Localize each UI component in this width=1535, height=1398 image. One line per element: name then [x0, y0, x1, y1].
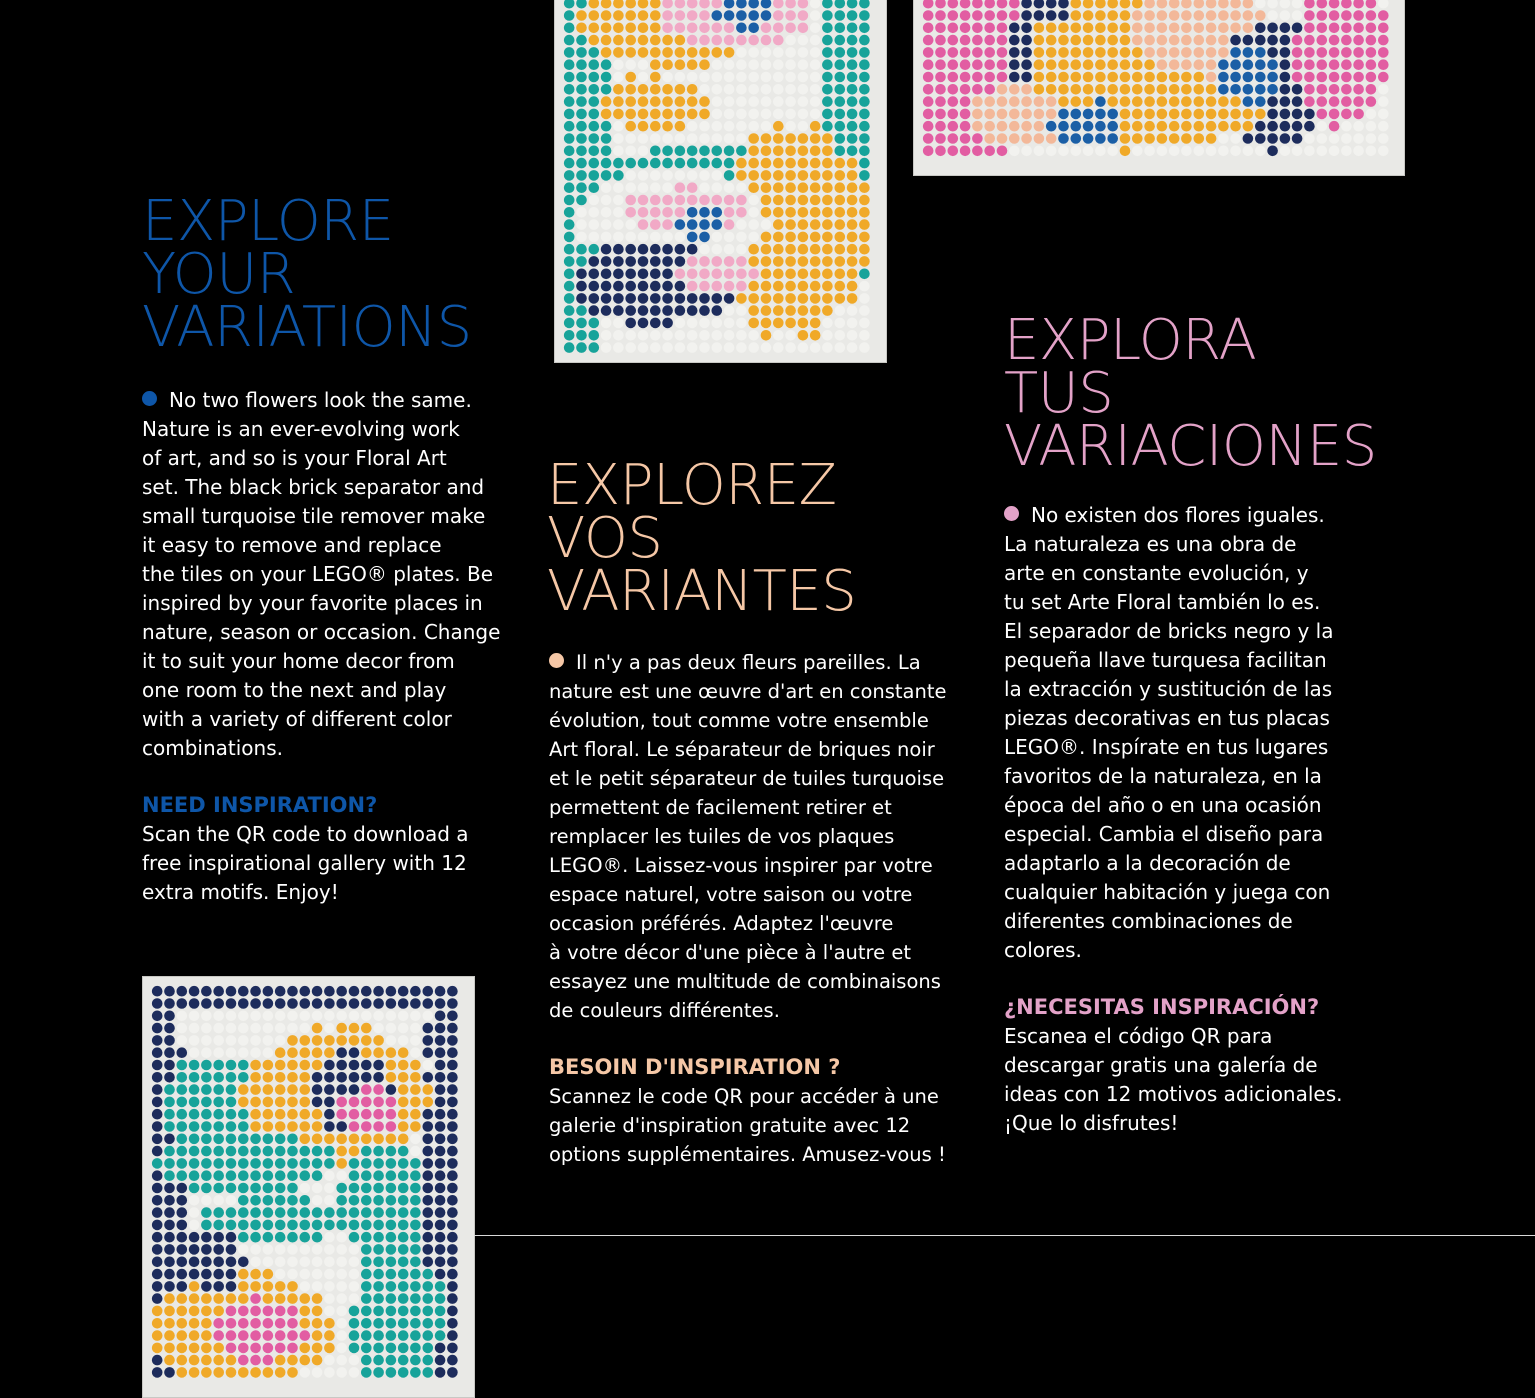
body-line: the tiles on your LEGO® plates. Be [142, 562, 494, 586]
body-line: arte en constante evolución, y [1004, 561, 1309, 585]
mosaic-plate-bottom-left [142, 976, 475, 1398]
heading-line: VARIANTES [547, 559, 857, 624]
spanish-heading [1004, 308, 1377, 479]
body-line: colores. [1004, 938, 1082, 962]
body-line: à votre décor d'une pièce à l'autre et [549, 941, 911, 964]
body-line: nature est une œuvre d'art en constante [549, 680, 947, 703]
english-section [142, 189, 502, 907]
body-line: Art floral. Le séparateur de briques noir [549, 738, 935, 761]
body-line: évolution, tout comme votre ensemble [549, 709, 929, 732]
spanish-section [1004, 308, 1377, 1138]
english-qr-text [142, 820, 502, 907]
heading-line: VOS [547, 506, 663, 571]
heading-line: EXPLORE [142, 189, 394, 254]
body-line: Il n'y a pas deux fleurs pareilles. La [576, 651, 921, 674]
mosaic-plate-top-right [913, 0, 1405, 176]
body-line: inspired by your favorite places in [142, 591, 483, 615]
bullet-dot [142, 391, 157, 406]
body-line: Scan the QR code to download a [142, 822, 469, 846]
body-line: galerie d'inspiration gratuite avec 12 [549, 1114, 911, 1137]
body-line: LEGO®. Inspírate en tus lugares [1004, 735, 1329, 759]
body-line: it easy to remove and replace [142, 533, 442, 557]
body-line: et le petit séparateur de tuiles turquoise [549, 767, 945, 790]
bullet-dot [1004, 506, 1019, 521]
body-line: piezas decorativas en tus placas [1004, 706, 1330, 730]
body-line: favoritos de la naturaleza, en la [1004, 764, 1322, 788]
body-line: set. The black brick separator and [142, 475, 485, 499]
body-line: remplacer les tuiles de vos plaques [549, 825, 895, 848]
body-line: essayez une multitude de combinaisons [549, 970, 941, 993]
body-line: with a variety of different color [142, 707, 452, 731]
body-line: adaptarlo a la decoración de [1004, 851, 1291, 875]
body-line: small turquoise tile remover make [142, 504, 486, 528]
english-heading [142, 189, 502, 360]
body-line: espace naturel, votre saison ou votre [549, 883, 913, 906]
mosaic-image [922, 0, 1396, 167]
body-line: free inspirational gallery with 12 [142, 851, 467, 875]
heading-line: VARIACIONES [1004, 414, 1377, 479]
heading-line: VARIATIONS [142, 295, 472, 360]
french-section [547, 453, 967, 1169]
body-line: No existen dos flores iguales. [1031, 503, 1325, 527]
body-line: nature, season or occasion. Change [142, 620, 501, 644]
mosaic-plate-top-center [554, 0, 887, 363]
french-qr-text [547, 1082, 967, 1169]
english-subheading: NEED INSPIRATION? [142, 793, 378, 817]
spanish-subheading: ¿NECESITAS INSPIRACIÓN? [1004, 995, 1320, 1019]
body-line: La naturaleza es una obra de [1004, 532, 1297, 556]
body-line: cualquier habitación y juega con [1004, 880, 1331, 904]
body-line: época del año o en una ocasión [1004, 793, 1322, 817]
body-line: extra motifs. Enjoy! [142, 880, 339, 904]
body-line: combinations. [142, 736, 283, 760]
body-line: de couleurs différentes. [549, 999, 780, 1022]
body-line: of art, and so is your Floral Art [142, 446, 447, 470]
heading-line: EXPLORA [1004, 308, 1257, 373]
bullet-dot [549, 653, 564, 668]
body-line: pequeña llave turquesa facilitan [1004, 648, 1327, 672]
heading-line: TUS [1004, 361, 1114, 426]
body-line: Scannez le code QR pour accéder à une [549, 1085, 939, 1108]
french-subheading: BESOIN D'INSPIRATION ? [549, 1055, 841, 1079]
body-line: it to suit your home decor from [142, 649, 455, 673]
english-body [142, 386, 502, 763]
french-body [547, 648, 967, 1025]
body-line: one room to the next and play [142, 678, 447, 702]
body-line: ¡Que lo disfrutes! [1004, 1111, 1179, 1135]
heading-line: YOUR [142, 242, 296, 307]
body-line: LEGO®. Laissez-vous inspirer par votre [549, 854, 933, 877]
body-line: options supplémentaires. Amusez-vous ! [549, 1143, 946, 1166]
body-line: occasion préférés. Adaptez l'œuvre [549, 912, 894, 935]
spanish-body [1004, 501, 1364, 965]
body-line: ideas con 12 motivos adicionales. [1004, 1082, 1343, 1106]
mosaic-image [151, 985, 466, 1389]
body-line: Nature is an ever-evolving work [142, 417, 460, 441]
body-line: descargar gratis una galería de [1004, 1053, 1318, 1077]
divider-line [474, 1235, 1535, 1236]
body-line: especial. Cambia el diseño para [1004, 822, 1324, 846]
french-heading [547, 453, 967, 624]
body-line: No two flowers look the same. [169, 388, 472, 412]
spanish-qr-text [1004, 1022, 1364, 1138]
body-line: diferentes combinaciones de [1004, 909, 1293, 933]
body-line: Escanea el código QR para [1004, 1024, 1273, 1048]
mosaic-image [563, 0, 878, 354]
heading-line: EXPLOREZ [547, 453, 837, 518]
body-line: El separador de bricks negro y la [1004, 619, 1334, 643]
body-line: tu set Arte Floral también lo es. [1004, 590, 1321, 614]
body-line: la extracción y sustitución de las [1004, 677, 1333, 701]
body-line: permettent de facilement retirer et [549, 796, 892, 819]
